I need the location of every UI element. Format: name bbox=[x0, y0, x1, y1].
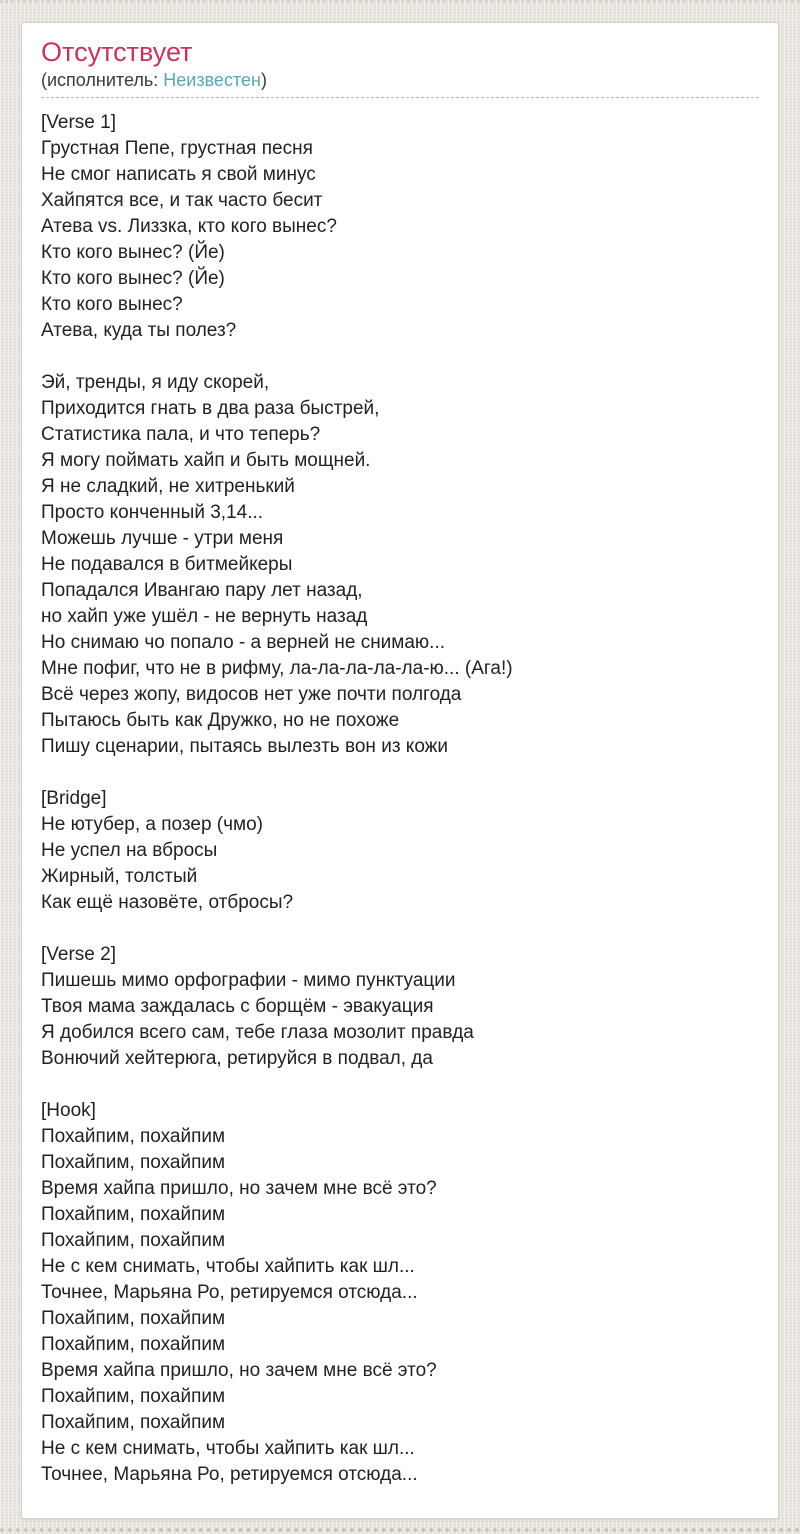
lyric-line: Эй, тренды, я иду скорей, bbox=[41, 371, 270, 393]
lyric-line: Статистика пала, и что теперь? bbox=[41, 423, 321, 445]
artist-label: (исполнитель: bbox=[41, 70, 164, 91]
lyric-line: Точнее, Марьяна Ро, ретируемся отсюда... bbox=[41, 1281, 418, 1303]
lyric-line: Атева vs. Лиззка, кто кого вынес? bbox=[41, 215, 337, 237]
lyric-line: Всё через жопу, видосов нет уже почти полгода bbox=[41, 683, 462, 705]
section-label: [Verse 1] bbox=[41, 111, 116, 133]
lyric-line: Похайпим, похайпим bbox=[41, 1385, 226, 1407]
page-bottom-texture-edge bbox=[0, 1528, 800, 1532]
lyric-line: Не смог написать я свой минус bbox=[41, 163, 316, 185]
lyric-line: Похайпим, похайпим bbox=[41, 1151, 226, 1173]
lyric-line bbox=[41, 1072, 759, 1098]
lyric-line: но хайп уже ушёл - не вернуть назад bbox=[41, 605, 368, 627]
lyric-line bbox=[41, 916, 759, 942]
section-label: [Verse 2] bbox=[41, 943, 116, 965]
lyric-line: Не с кем снимать, чтобы хайпить как шл... bbox=[41, 1437, 415, 1459]
artist-link[interactable]: Неизвестен bbox=[163, 70, 261, 91]
lyric-line: Но снимаю чо попало - а верней не снимаю... bbox=[41, 631, 446, 653]
lyric-line: Похайпим, похайпим bbox=[41, 1229, 226, 1251]
lyric-line: Кто кого вынес? (Йе) bbox=[41, 267, 225, 289]
lyric-line: Как ещё назовёте, отбросы? bbox=[41, 891, 294, 913]
dotted-separator bbox=[41, 97, 759, 98]
lyric-line: Похайпим, похайпим bbox=[41, 1203, 226, 1225]
lyric-line: Похайпим, похайпим bbox=[41, 1333, 226, 1355]
lyric-line: Не ютубер, а позер (чмо) bbox=[41, 813, 263, 835]
lyric-line bbox=[41, 760, 759, 786]
song-header bbox=[41, 37, 759, 98]
lyric-line: Твоя мама заждалась с борщём - эвакуация bbox=[41, 995, 434, 1017]
lyrics-card bbox=[21, 22, 779, 1519]
lyric-line: Похайпим, похайпим bbox=[41, 1125, 226, 1147]
subtitle-close-paren: ) bbox=[260, 70, 267, 91]
lyric-line: Вонючий хейтерюга, ретируйся в подвал, да bbox=[41, 1047, 433, 1069]
lyric-line: Точнее, Марьяна Ро, ретируемся отсюда... bbox=[41, 1463, 418, 1485]
lyric-line: Хайпятся все, и так часто бесит bbox=[41, 189, 323, 211]
lyric-line: Можешь лучше - утри меня bbox=[41, 527, 284, 549]
lyric-line: Мне пофиг, что не в рифму, ла-ла-ла-ла-ла-ю... (Ага!) bbox=[41, 657, 513, 679]
lyric-line bbox=[41, 344, 759, 370]
lyric-line: Кто кого вынес? (Йе) bbox=[41, 241, 225, 263]
lyric-line: Время хайпа пришло, но зачем мне всё это? bbox=[41, 1359, 437, 1381]
lyric-line: Не успел на вбросы bbox=[41, 839, 218, 861]
lyric-line: Жирный, толстый bbox=[41, 865, 198, 887]
lyric-line: Грустная Пепе, грустная песня bbox=[41, 137, 313, 159]
lyric-line: Атева, куда ты полез? bbox=[41, 319, 237, 341]
lyric-line: Я добился всего сам, тебе глаза мозолит правда bbox=[41, 1021, 474, 1043]
lyric-line: Похайпим, похайпим bbox=[41, 1307, 226, 1329]
lyric-line: Не с кем снимать, чтобы хайпить как шл... bbox=[41, 1255, 415, 1277]
lyric-line: Я могу поймать хайп и быть мощней. bbox=[41, 449, 371, 471]
lyric-line: Пишешь мимо орфографии - мимо пунктуации bbox=[41, 969, 456, 991]
lyric-line: Приходится гнать в два раза быстрей, bbox=[41, 397, 380, 419]
page-top-texture-edge bbox=[0, 0, 800, 3]
lyric-line: Пытаюсь быть как Дружко, но не похоже bbox=[41, 709, 400, 731]
section-label: [Bridge] bbox=[41, 787, 107, 809]
song-title: Отсутствует bbox=[41, 37, 193, 67]
song-subtitle bbox=[41, 70, 759, 92]
lyric-line: Кто кого вынес? bbox=[41, 293, 183, 315]
lyrics-text bbox=[41, 110, 759, 1488]
lyric-line: Просто конченный 3,14... bbox=[41, 501, 264, 523]
lyric-line: Не подавался в битмейкеры bbox=[41, 553, 293, 575]
lyric-line: Похайпим, похайпим bbox=[41, 1411, 226, 1433]
section-label: [Hook] bbox=[41, 1099, 96, 1121]
lyric-line: Попадался Ивангаю пару лет назад, bbox=[41, 579, 363, 601]
lyric-line: Время хайпа пришло, но зачем мне всё это? bbox=[41, 1177, 437, 1199]
lyric-line: Я не сладкий, не хитренький bbox=[41, 475, 295, 497]
lyric-line: Пишу сценарии, пытаясь вылезть вон из кожи bbox=[41, 735, 449, 757]
